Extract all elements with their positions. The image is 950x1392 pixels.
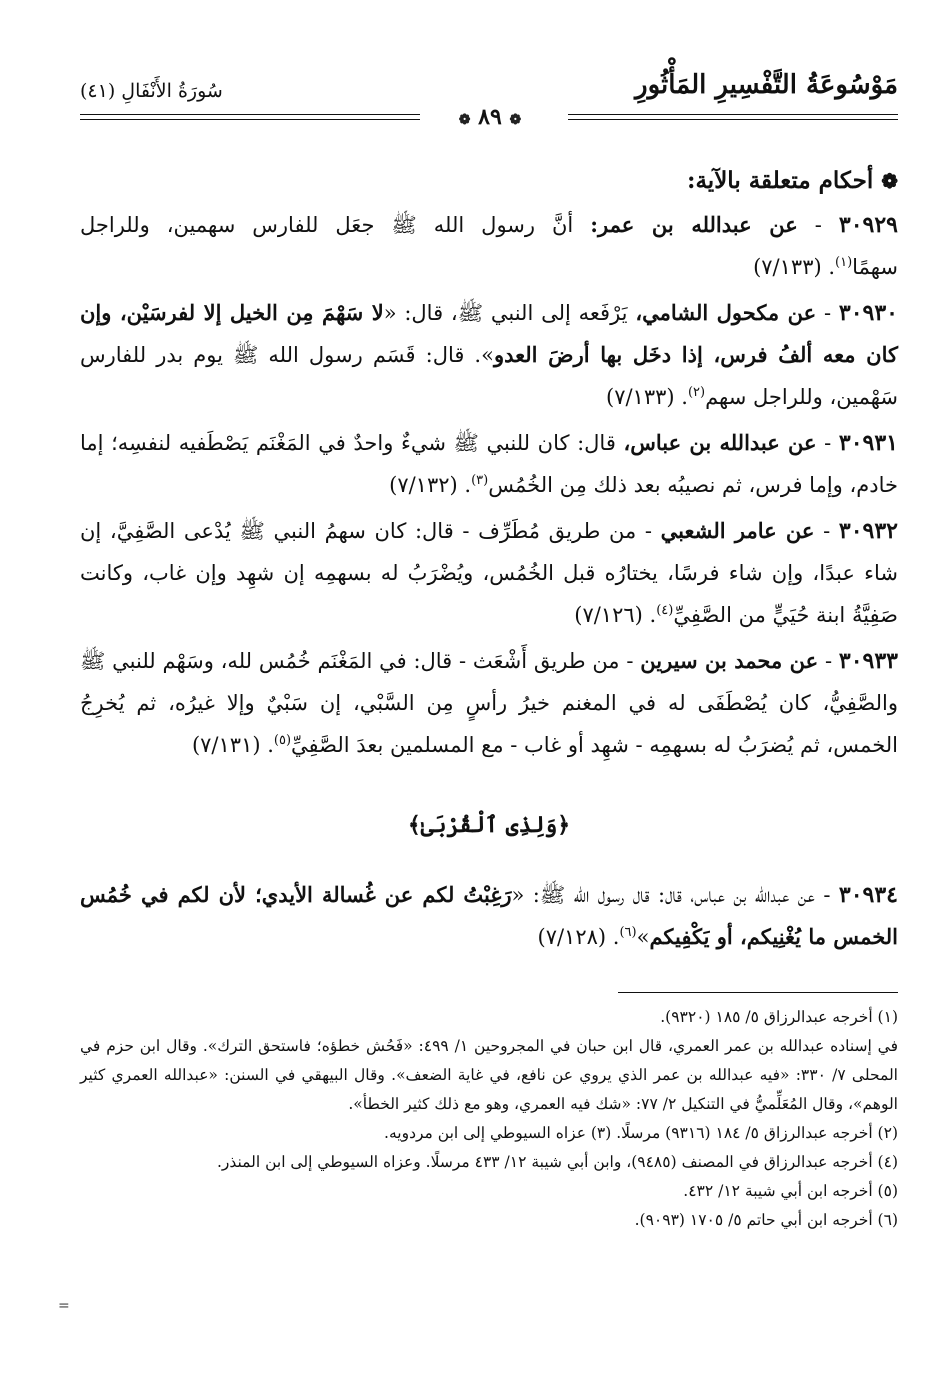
volume-reference: . (٧/١٣٣) <box>605 385 688 409</box>
margin-mark: = <box>58 1298 70 1314</box>
running-header <box>80 70 898 134</box>
hadith-entry <box>80 422 898 506</box>
hadith-entry <box>80 292 898 418</box>
footnote: (٥) أخرجه ابن أبي شيبة ١٢/ ٤٣٢. <box>683 1182 898 1200</box>
header-rule <box>80 104 898 130</box>
volume-reference: . (٧/١٢٦) <box>574 603 657 627</box>
dash: - <box>823 301 832 325</box>
footnote: (٤) أخرجه عبدالرزاق في المصنف (٩٤٨٥)، وابن أبي شيبة ١٢/ ٤٣٣ مرسلًا. وعزاه السيوطي إلى ابن المنذر. <box>216 1153 898 1171</box>
footnote-marker[interactable]: (٦) <box>619 925 637 940</box>
footnote-marker[interactable]: (٥) <box>273 733 292 748</box>
footnotes <box>80 1003 898 1235</box>
flower-icon: ❁ <box>881 169 898 193</box>
ornament-icon: ❁ <box>458 112 471 128</box>
entry-text-post: ». قال: قَسَم رسول الله ﷺ يوم بدر للفارس سَهْمين، وللراجل سهم <box>80 343 898 409</box>
footnote: في إسناده عبدالله بن عمر العمري، قال ابن حبان في المجروحين ١/ ٤٩٩: «فَحُش خطؤه؛ فاستحق الترك». وقال ابن حزم في المحلى ٧/ ٣٣٠: «فيه عبدالله بن عمر الذي يروي عن نافع، في غاية الضعف». وقال البيهقي في السنن: «عبدالله العمري كثير الوهم»، وقال المُعَلِّميُّ في التنكيل ٢/ ٧٧: «شك فيه العمري، وهو مع ذلك كثير الخطأ». <box>80 1037 899 1113</box>
dash: - <box>814 213 822 237</box>
narrator: عن عامر الشعبي <box>660 518 815 543</box>
entry-number: ٣٠٩٣٠ <box>838 300 898 326</box>
main-text <box>80 160 898 1235</box>
dash: - <box>823 519 831 543</box>
entry-number: ٣٠٩٣٤ <box>838 882 898 908</box>
entry-text-pre: قال: قال رسول الله ﷺ: « <box>511 883 682 907</box>
footnote-separator <box>618 992 898 993</box>
volume-reference: . (٧/١٣١) <box>191 733 274 757</box>
entry-number: ٣٠٩٣١ <box>838 430 898 456</box>
entry-number: ٣٠٩٢٩ <box>838 212 898 238</box>
hadith-matn: رَغِبْتُ لكم عن غُسالة الأيدي؛ لأن لكم في خُمُس الخمس ما يُغْنِيكم، أو يَكْفِيكم <box>80 882 898 949</box>
page-number: ٨٩ <box>478 104 502 130</box>
volume-reference: . (٧/١٢٨) <box>537 925 620 949</box>
entry-number: ٣٠٩٣٣ <box>838 648 898 674</box>
hadith-entry <box>80 204 898 288</box>
header-rule-left <box>80 114 420 120</box>
footnote: (٦) أخرجه ابن أبي حاتم ٥/ ١٧٠٥ (٩٠٩٣). <box>634 1211 898 1229</box>
dash: - <box>824 649 833 673</box>
narrator: عن عبدالله بن عباس، <box>690 883 815 907</box>
volume-reference: . (٧/١٣٣) <box>753 255 836 279</box>
hadith-entry <box>80 510 898 636</box>
volume-reference: . (٧/١٣٢) <box>389 473 472 497</box>
entry-text: قال: كان للنبي ﷺ شيءٌ واحدٌ في المَغْنَم يَصْطَفيه لنفسِه؛ إما خادم، وإما فرس، ثم نصيبُه بعد ذلك مِن الخُمُس <box>80 431 898 497</box>
verse-phrase: ﴿وَلِذِى ٱلْقُرْبَىٰ﴾ <box>407 812 571 838</box>
footnote: (٢) أخرجه عبدالرزاق ٥/ ١٨٤ (٩٣١٦) مرسلًا. (٣) عزاه السيوطي إلى ابن مردويه. <box>384 1124 898 1142</box>
narrator: عن عبدالله بن عباس، <box>623 430 817 455</box>
dash: - <box>823 883 831 907</box>
dash: - <box>824 431 832 455</box>
entry-number: ٣٠٩٣٢ <box>838 518 898 544</box>
footnote-marker[interactable]: (٣) <box>471 473 489 488</box>
narrator: عن مكحول الشامي، <box>635 300 817 325</box>
entry-text: - من طريق أَشْعَث - قال: في المَغْنَم خُمُس لله، وسَهْم للنبي ﷺ والصَّفِيُّ، كان يُصْطَفَى له في المغنم خيرُ رأسٍ مِن السَّبْي، إن سَبْيٌ وإلا غيرُه، ثم يُخرِجُ الخمس، ثم يُضرَبُ له بسهمِه - شهِد أو غاب - مع المسلمين بعدَ الصَّفِيِّ <box>80 649 898 757</box>
hadith-entry <box>80 640 898 766</box>
footnote-marker[interactable]: (١) <box>835 255 853 270</box>
book-title: مَوْسُوعَةُ التَّفْسِيرِ المَأْثُورِ <box>635 70 898 100</box>
entry-text-pre: يَرْفَعه إلى النبي ﷺ، قال: « <box>383 301 628 325</box>
entry-text-post: » <box>636 925 650 949</box>
surah-title: سُورَةُ الأَنْفَالِ (٤١) <box>80 80 223 102</box>
footnote-marker[interactable]: (٢) <box>687 385 706 400</box>
narrator: عن محمد بن سيرين <box>640 648 819 673</box>
page-number-box <box>435 104 545 130</box>
section-heading-text: أحكام متعلقة بالآية: <box>686 167 874 194</box>
hadith-matn: لا سَهْمَ مِن الخيل إلا لفرسَيْن، وإن كان معه ألفُ فرس، إذا دخَل بها أرضَ العدو <box>80 300 899 367</box>
ornament-icon: ❁ <box>509 112 522 128</box>
footnote-marker[interactable]: (٤) <box>656 603 674 618</box>
page <box>80 70 898 1235</box>
entry-text: أنَّ رسول الله ﷺ جعَل للفارس سهمين، وللراجل سهمًا <box>80 213 898 279</box>
section-heading <box>80 160 898 202</box>
footnote: (١) أخرجه عبدالرزاق ٥/ ١٨٥ (٩٣٢٠). <box>660 1008 898 1026</box>
narrator: عن عبدالله بن عمر: <box>590 212 798 237</box>
header-rule-right <box>568 114 898 120</box>
entry-text: - من طريق مُطَرِّف - قال: كان سهمُ النبي ﷺ يُدْعى الصَّفِيَّ، إن شاء عبدًا، وإن شاء فرسًا، يختارُه قبل الخُمُس، ويُضْرَبُ له بسهمِه إن شهِد وإن غاب، وكانت صَفِيَّةُ ابنة حُيَيٍّ من الصَّفِيِّ <box>80 519 898 627</box>
hadith-entry <box>80 874 898 958</box>
